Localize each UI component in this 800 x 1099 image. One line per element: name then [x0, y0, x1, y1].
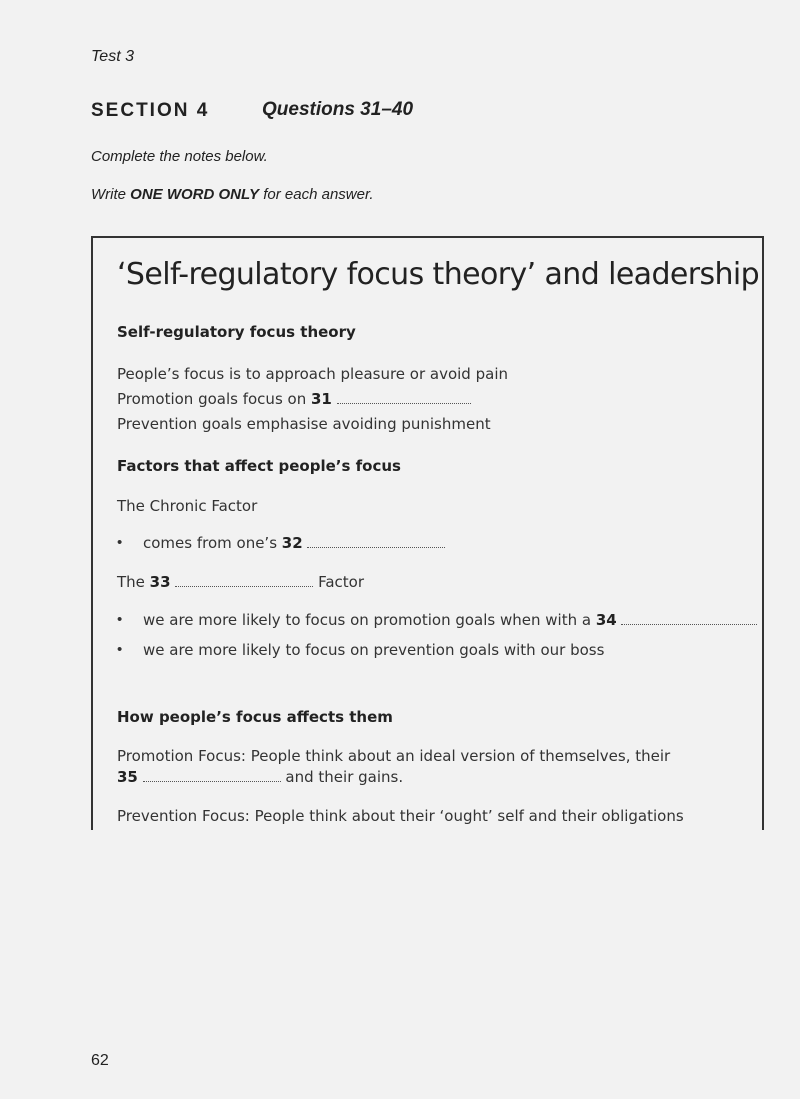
line-chronic-factor: The Chronic Factor: [117, 497, 258, 515]
answer-33-blank[interactable]: [175, 576, 313, 587]
answer-32-blank[interactable]: [307, 537, 445, 548]
question-35-number: 35: [117, 768, 138, 786]
line-promotion-focus-2: [117, 768, 403, 786]
test-label: Test 3: [91, 48, 134, 65]
bullet-promotion: [143, 611, 757, 629]
answer-31-blank[interactable]: [337, 393, 471, 404]
questions-range: Questions 31–40: [262, 99, 414, 120]
answer-35-blank[interactable]: [143, 771, 281, 782]
line-prevention-goals: Prevention goals emphasise avoiding punishment: [117, 415, 491, 433]
promotion-goals-text: Promotion goals focus on: [117, 390, 311, 408]
bullet-icon: •: [117, 641, 123, 658]
bullet-prevention: we are more likely to focus on prevention goals with our boss: [143, 641, 605, 659]
question-33-number: 33: [149, 573, 171, 591]
factor-33-post: Factor: [313, 573, 365, 591]
chronic-bullet-text: comes from one’s: [143, 534, 282, 552]
line-promotion-focus-1: Promotion Focus: People think about an ideal version of themselves, their: [117, 747, 671, 765]
notes-title: ‘Self-regulatory focus theory’ and leadership: [117, 257, 760, 292]
bullet-icon: •: [117, 534, 123, 551]
heading-effects: How people’s focus affects them: [117, 708, 393, 726]
line-factor-33: [117, 573, 364, 591]
question-32-number: 32: [281, 534, 303, 552]
line-prevention-focus: Prevention Focus: People think about their ‘ought’ self and their obligations: [117, 807, 684, 825]
instruction-bold: ONE WORD ONLY: [130, 186, 260, 203]
line-focus: People’s focus is to approach pleasure or avoid pain: [117, 365, 508, 383]
question-34-number: 34: [595, 611, 617, 629]
heading-factors: Factors that affect people’s focus: [117, 457, 401, 475]
bullet-chronic: [143, 534, 445, 552]
page-number: 62: [91, 1052, 109, 1069]
answer-34-blank[interactable]: [621, 614, 757, 625]
section-heading: SECTION 4: [91, 100, 210, 121]
promotion-focus-post: and their gains.: [280, 768, 404, 786]
bullet-icon: •: [117, 611, 123, 628]
instruction-pre: Write: [91, 186, 131, 203]
question-31-number: 31: [310, 390, 332, 408]
line-promotion-goals: [117, 390, 471, 408]
factor-33-pre: The: [117, 573, 150, 591]
instruction-post: for each answer.: [259, 186, 374, 203]
instruction-word-limit: [91, 186, 374, 203]
heading-theory: Self-regulatory focus theory: [117, 323, 356, 341]
instruction-complete: Complete the notes below.: [91, 148, 268, 165]
promotion-bullet-text: we are more likely to focus on promotion goals when with a: [143, 611, 596, 629]
